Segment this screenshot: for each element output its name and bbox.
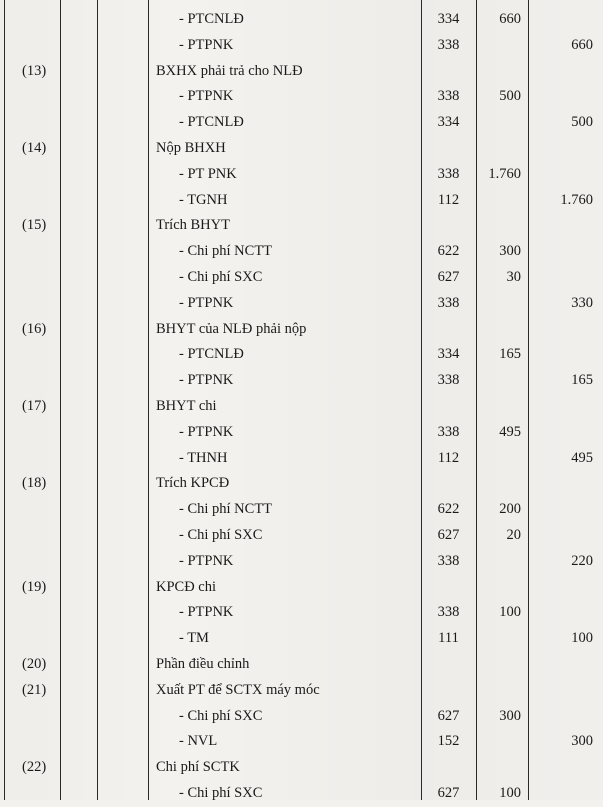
entry-description: Nộp BHXH xyxy=(156,139,226,156)
entry-description: - Chi phí NCTT xyxy=(179,243,273,260)
credit-amount: 300 xyxy=(571,733,593,750)
table-row xyxy=(0,471,603,497)
table-row xyxy=(0,781,603,807)
table-row xyxy=(0,33,603,59)
entry-description: - NVL xyxy=(179,733,218,750)
credit-amount: 1.760 xyxy=(560,191,593,208)
debit-amount: 20 xyxy=(506,526,521,543)
table-row xyxy=(0,678,603,704)
credit-amount: 495 xyxy=(571,449,593,466)
account-code: 338 xyxy=(437,88,460,105)
table-row xyxy=(0,317,603,343)
account-code: 338 xyxy=(437,604,460,621)
credit-amount: 330 xyxy=(571,294,593,311)
table-row xyxy=(0,549,603,575)
entry-description: - PTPNK xyxy=(179,372,234,389)
entry-description: - PTPNK xyxy=(179,552,234,569)
entry-number: (18) xyxy=(22,475,47,492)
credit-amount: 500 xyxy=(571,114,593,131)
entry-description: - Chi phí SXC xyxy=(179,526,263,543)
table-row xyxy=(0,575,603,601)
entry-description: - PTPNK xyxy=(179,36,234,53)
entry-description: - TGNH xyxy=(179,191,228,208)
account-code: 338 xyxy=(437,36,460,53)
table-row xyxy=(0,446,603,472)
entry-description: Xuất PT để SCTX máy móc xyxy=(156,681,320,698)
journal-entries xyxy=(0,7,603,807)
account-code: 338 xyxy=(437,552,460,569)
entry-number: (14) xyxy=(22,139,47,156)
entry-number: (15) xyxy=(22,217,47,234)
debit-amount: 495 xyxy=(499,423,521,440)
account-code: 338 xyxy=(437,165,460,182)
table-row xyxy=(0,265,603,291)
entry-number: (17) xyxy=(22,397,47,414)
entry-description: - PT PNK xyxy=(179,165,237,182)
credit-amount: 165 xyxy=(571,372,593,389)
entry-description: - PTPNK xyxy=(179,88,234,105)
entry-description: BXHX phải trả cho NLĐ xyxy=(156,62,303,79)
debit-amount: 165 xyxy=(499,346,521,363)
entry-description: - PTCNLĐ xyxy=(179,11,244,27)
debit-amount: 30 xyxy=(506,268,521,285)
entry-description: - TM xyxy=(179,630,209,647)
entry-number: (13) xyxy=(22,62,47,79)
account-code: 627 xyxy=(437,784,460,801)
entry-description: Trích KPCĐ xyxy=(156,475,230,492)
entry-number: (21) xyxy=(22,681,47,698)
table-row xyxy=(0,84,603,110)
entry-description: Trích BHYT xyxy=(156,217,230,234)
account-code: 338 xyxy=(437,294,460,311)
entry-description: - Chi phí SXC xyxy=(179,268,263,285)
entry-description: - PTCNLĐ xyxy=(179,346,244,363)
table-row xyxy=(0,342,603,368)
table-row xyxy=(0,626,603,652)
entry-number: (16) xyxy=(22,320,47,337)
account-code: 622 xyxy=(437,243,460,260)
entry-description: - PTPNK xyxy=(179,294,234,311)
credit-amount: 220 xyxy=(571,552,593,569)
table-row xyxy=(0,600,603,626)
account-code: 111 xyxy=(438,630,459,647)
account-code: 627 xyxy=(437,707,460,724)
debit-amount: 100 xyxy=(499,784,521,801)
account-code: 622 xyxy=(437,501,460,518)
entry-number: (19) xyxy=(22,578,47,595)
debit-amount: 500 xyxy=(499,88,521,105)
debit-amount: 200 xyxy=(499,501,521,518)
table-row xyxy=(0,394,603,420)
entry-description: - PTPNK xyxy=(179,604,234,621)
entry-description: - THNH xyxy=(179,449,228,466)
account-code: 334 xyxy=(437,346,460,363)
table-row xyxy=(0,704,603,730)
entry-description: Chi phí SCTK xyxy=(156,759,240,776)
table-row xyxy=(0,162,603,188)
table-row xyxy=(0,188,603,214)
table-row xyxy=(0,755,603,781)
table-row xyxy=(0,7,603,33)
account-code: 338 xyxy=(437,372,460,389)
table-row xyxy=(0,523,603,549)
credit-amount: 660 xyxy=(571,36,593,53)
account-code: 334 xyxy=(437,114,460,131)
entry-number: (22) xyxy=(22,759,47,776)
entry-description: KPCĐ chi xyxy=(156,578,217,595)
entry-description: Phần điều chỉnh xyxy=(156,655,250,672)
debit-amount: 660 xyxy=(499,11,521,27)
entry-description: - PTPNK xyxy=(179,423,234,440)
table-row xyxy=(0,239,603,265)
entry-description: BHYT của NLĐ phải nộp xyxy=(156,320,307,337)
table-row xyxy=(0,729,603,755)
credit-amount: 100 xyxy=(571,630,593,647)
account-code: 627 xyxy=(437,526,460,543)
table-row xyxy=(0,110,603,136)
debit-amount: 300 xyxy=(499,243,521,260)
account-code: 627 xyxy=(437,268,460,285)
account-code: 112 xyxy=(437,191,460,208)
table-row xyxy=(0,497,603,523)
table-row xyxy=(0,368,603,394)
table-row xyxy=(0,136,603,162)
entry-description: - Chi phí SXC xyxy=(179,707,263,724)
account-code: 334 xyxy=(437,11,460,27)
table-row xyxy=(0,420,603,446)
entry-description: - PTCNLĐ xyxy=(179,114,244,131)
table-row xyxy=(0,652,603,678)
account-code: 152 xyxy=(437,733,460,750)
account-code: 338 xyxy=(437,423,460,440)
account-code: 112 xyxy=(437,449,460,466)
table-row xyxy=(0,213,603,239)
debit-amount: 1.760 xyxy=(488,165,521,182)
entry-description: - Chi phí SXC xyxy=(179,784,263,801)
entry-number: (20) xyxy=(22,655,47,672)
table-row xyxy=(0,291,603,317)
entry-description: BHYT chi xyxy=(156,397,217,414)
debit-amount: 100 xyxy=(499,604,521,621)
entry-description: - Chi phí NCTT xyxy=(179,501,273,518)
debit-amount: 300 xyxy=(499,707,521,724)
table-row xyxy=(0,59,603,85)
